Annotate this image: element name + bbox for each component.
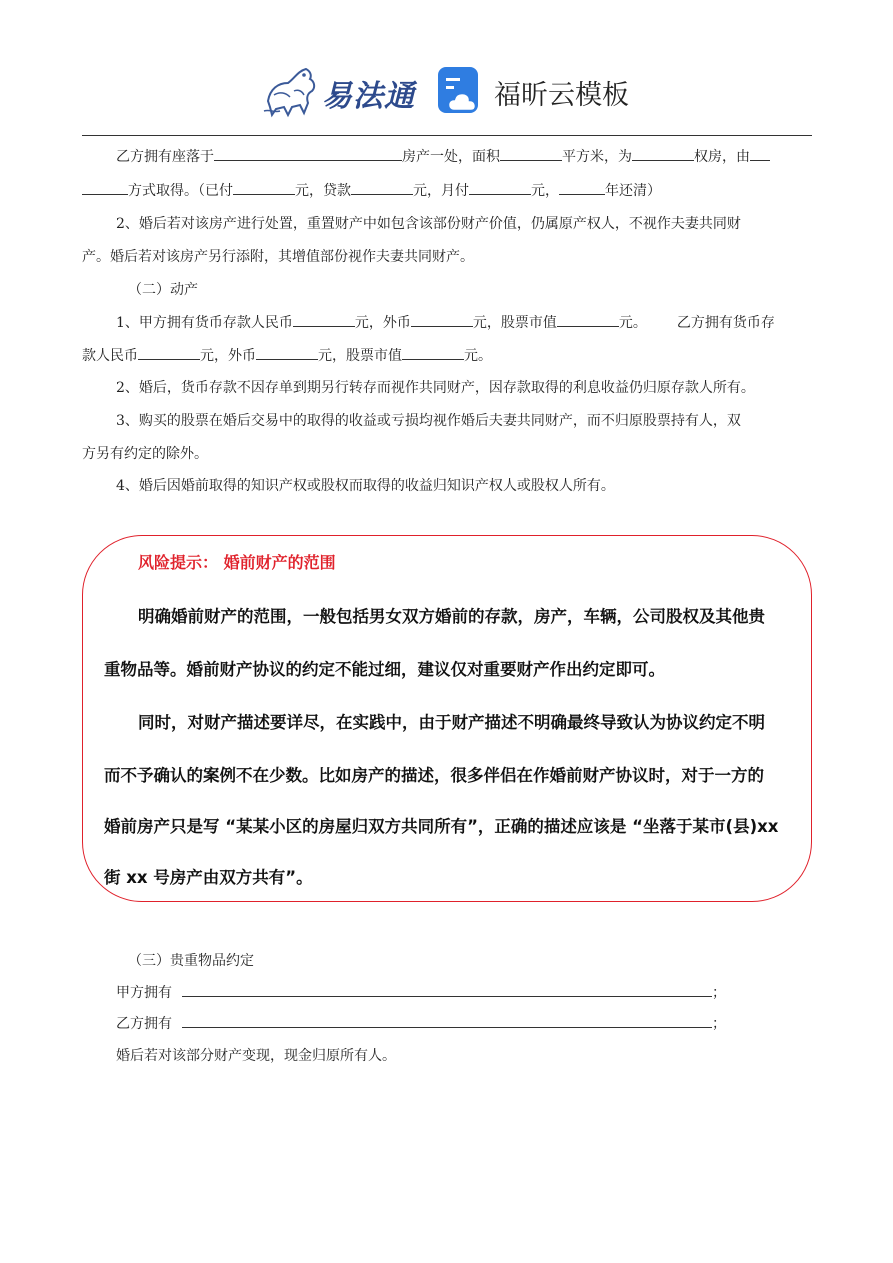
blank-paid[interactable] [233,180,295,195]
text: ； [712,985,726,1001]
risk-tip-title: 风险提示： 婚前财产的范围 [138,553,336,572]
text: 权房，由 [694,149,750,165]
blank-method[interactable] [82,180,128,195]
blank-party-b-valuables[interactable] [182,1013,712,1028]
movable-heading: （二）动产 [128,282,198,298]
movable-clause-1-line2 [82,345,492,365]
text: 房产一处，面积 [402,149,500,165]
risk-tip-line: 婚前房产只是写 “某某小区的房屋归双方共同所有”，正确的描述应该是 “坐落于某市(县)xx [104,817,779,836]
blank-by[interactable] [750,146,770,161]
movable-clause-3-line2: 方另有约定的除外。 [82,446,208,462]
house-line-1 [116,146,770,166]
header-divider [82,135,812,136]
blank-monthly[interactable] [469,180,531,195]
text: 元，外币 [354,315,411,331]
blank-party-a-valuables[interactable] [182,982,712,997]
blank-stock[interactable] [557,312,619,327]
risk-tip-line: 同时，对财产描述要详尽，在实践中，由于财产描述不明确最终导致认为协议约定不明 [138,713,765,732]
blank-rmb-b[interactable] [138,345,200,360]
cloud-document-icon [436,65,486,117]
house-clause-2-line1: 2、婚后若对该房产进行处置，重置财产中如包含该部份财产价值，仍属原产权人，不视作夫妻共同财 [116,216,741,232]
text: 乙方拥有 [116,1016,172,1032]
blank-foreign[interactable] [411,312,473,327]
foxit-template-logo [436,65,656,117]
risk-tip-line: 街 xx 号房产由双方共有”。 [104,868,313,887]
text: 乙方拥有座落于 [116,149,214,165]
text: 元。 [618,315,647,331]
valuables-heading: （三）贵重物品约定 [128,953,254,969]
logo1-text: 易法通 [322,79,415,114]
blank-location[interactable] [214,146,402,161]
party-a-valuables [116,982,726,1002]
header [0,55,893,125]
text: 年还清） [605,183,661,199]
text: 元，股票市值 [472,315,557,331]
logo2-text: 福昕云模板 [494,80,629,111]
text: ； [712,1016,726,1032]
blank-area[interactable] [500,146,562,161]
text: 甲方拥有 [116,985,172,1001]
yifatong-logo [260,61,420,119]
text: 平方米，为 [562,149,632,165]
party-b-valuables [116,1013,726,1033]
text: 元， [531,183,559,199]
text: 款人民币 [82,348,138,364]
movable-clause-1-line1 [116,312,775,332]
text: 元，贷款 [295,183,351,199]
movable-clause-4: 4、婚后因婚前取得的知识产权或股权而取得的收益归知识产权人或股权人所有。 [116,478,615,494]
house-clause-2-line2: 产。婚后若对该房产另行添附，其增值部份视作夫妻共同财产。 [82,249,474,265]
qilin-icon [260,61,322,119]
house-line-2 [82,180,661,200]
risk-tip-line: 明确婚前财产的范围，一般包括男女双方婚前的存款，房产，车辆，公司股权及其他贵 [138,607,765,626]
risk-tip-line: 而不予确认的案例不在少数。比如房产的描述，很多伴侣在作婚前财产协议时，对于一方的 [104,766,764,785]
text: 1、甲方拥有货币存款人民币 [116,315,293,331]
text: 乙方拥有货币存 [676,315,775,331]
blank-stock-b[interactable] [402,345,464,360]
text: 元。 [464,348,492,364]
valuables-clause: 婚后若对该部分财产变现，现金归原所有人。 [116,1048,396,1064]
risk-tip-line: 重物品等。婚前财产协议的约定不能过细，建议仅对重要财产作出约定即可。 [104,660,665,679]
text: 元，外币 [200,348,256,364]
blank-years[interactable] [559,180,605,195]
text: 元，股票市值 [318,348,402,364]
blank-rmb[interactable] [293,312,355,327]
blank-right-type[interactable] [632,146,694,161]
blank-loan[interactable] [351,180,413,195]
blank-foreign-b[interactable] [256,345,318,360]
movable-clause-3-line1: 3、购买的股票在婚后交易中的取得的收益或亏损均视作婚后夫妻共同财产，而不归原股票持有人，双 [116,413,741,429]
text: 方式取得。（已付 [128,183,233,199]
movable-clause-2: 2、婚后，货币存款不因存单到期另行转存而视作共同财产，因存款取得的利息收益仍归原存款人所有。 [116,380,755,396]
text: 元，月付 [413,183,469,199]
